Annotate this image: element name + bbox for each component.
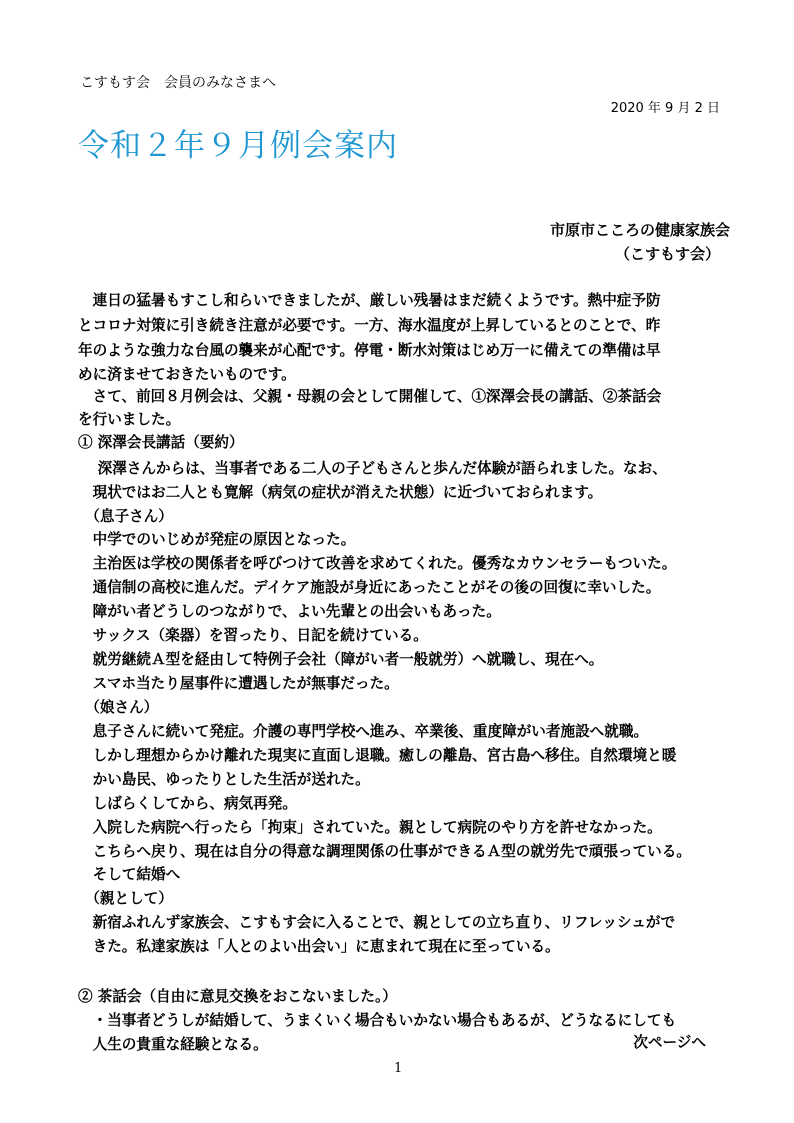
document-title: 令和２年９月例会案内 (78, 128, 398, 164)
body-line: こちらへ戻り、現在は自分の得意な調理関係の仕事ができるＡ型の就労先で頑張っている。 (78, 843, 691, 860)
body-line: きた。私達家族は「人とのよい出会い」に恵まれて現在に至っている。 (78, 938, 560, 955)
body-line: とコロナ対策に引き続き注意が必要です。一方、海水温度が上昇しているとのことで、昨 (78, 317, 661, 334)
body-line: ・当事者どうしが結婚して、うまくいく場合もいかない場合もあるが、どうなるにしても (78, 1012, 677, 1029)
body-line: 入院した病院へ行ったら「拘束」されていた。親として病院のやり方を許せなかった。 (78, 819, 662, 836)
body-line: さて、前回８月例会は、父親・母親の会として開催して、①深澤会長の講話、②茶話会 (78, 388, 662, 405)
body-line: 障がい者どうしのつながりで、よい先輩との出会いもあった。 (78, 603, 501, 620)
body-line: 通信制の高校に進んだ。デイケア施設が身近にあったことがその後の回復に幸いした。 (78, 579, 661, 596)
addressee: こすもす会 会員のみなさまへ (80, 75, 276, 91)
body-line: 就労継続Ａ型を経由して特例子会社（障がい者一般就労）へ就職し、現在へ。 (78, 651, 604, 668)
body-line: そして結婚へ (78, 866, 181, 883)
page-number: 1 (394, 1061, 403, 1076)
document-date: 2020 年 9 月 2 日 (610, 101, 720, 116)
subheading: （息子さん） (78, 508, 173, 525)
body-line: 人生の貴重な経験となる。 (78, 1036, 268, 1053)
subheading: （親として） (78, 890, 173, 907)
body-line: 年のような強力な台風の襲来が心配です。停電・断水対策はじめ万一に備えての準備は早 (78, 342, 661, 359)
body-line: めに済ませておきたいものです。 (78, 366, 296, 383)
body-line: しかし理想からかけ離れた現実に直面し退職。癒しの離島、宮古島へ移住。自然環境と暖 (78, 747, 677, 764)
body-line: しばらくしてから、病気再発。 (78, 795, 297, 812)
body-line: 現状ではお二人とも寛解（病気の症状が消えた状態）に近づいておられます。 (78, 484, 603, 501)
organization-nickname: （こすもす会） (614, 245, 720, 263)
section-heading: ② 茶話会（自由に意見交換をおこないました。） (78, 988, 397, 1005)
section-heading: ① 深澤会長講話（要約） (78, 434, 244, 451)
body-line: 深澤さんからは、当事者である二人の子どもさんと歩んだ体験が語られました。なお、 (78, 460, 667, 477)
body-line: スマホ当たり屋事件に遭遇したが無事だった。 (78, 675, 399, 692)
organization-name: 市原市こころの健康家族会 (549, 221, 730, 239)
body-line: 息子さんに続いて発症。介護の専門学校へ進み、卒業後、重度障がい者施設へ就職。 (78, 723, 649, 740)
body-line: 主治医は学校の関係者を呼びつけて改善を求めてくれた。優秀なカウンセラーもついた。 (78, 555, 677, 572)
body-line: 連日の猛暑もすこし和らいできましたが、厳しい残暑はまだ続くようです。熱中症予防 (78, 292, 661, 309)
next-page-note: 次ページへ (633, 1034, 706, 1051)
body-line: かい島民、ゆったりとした生活が送れた。 (78, 771, 370, 788)
subheading: （娘さん） (78, 699, 159, 716)
body-line: 中学でのいじめが発症の原因となった。 (78, 531, 356, 548)
body-line: 新宿ふれんず家族会、こすもす会に入ることで、親としての立ち直り、リフレッシュがで (78, 914, 676, 931)
body-line: を行いました。 (78, 411, 181, 428)
body-line: サックス（楽器）を習ったり、日記を続けている。 (78, 627, 428, 644)
